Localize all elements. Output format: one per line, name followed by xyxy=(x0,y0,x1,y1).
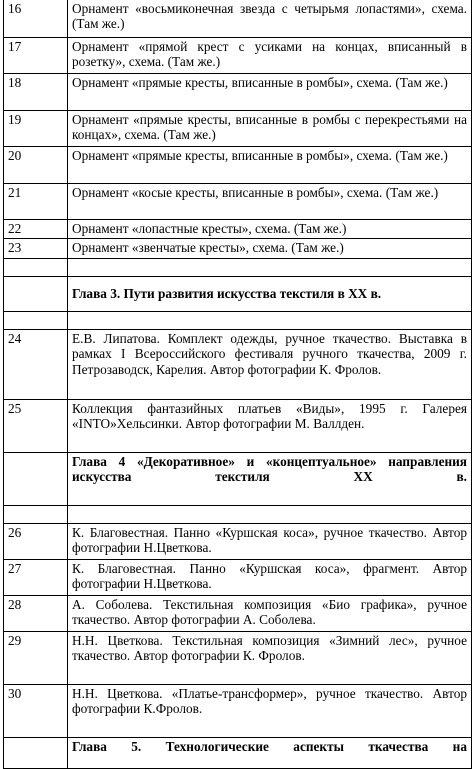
table-row xyxy=(4,184,472,220)
row-number: 29 xyxy=(4,631,68,684)
row-number: 19 xyxy=(4,111,68,147)
row-number: 30 xyxy=(4,684,68,737)
table-row xyxy=(4,0,472,38)
row-caption: Орнамент «прямые кресты, вписанные в ромбы», схема. (Там же.) xyxy=(68,147,472,184)
row-caption: Орнамент «прямые кресты, вписанные в ромбы с перекрестьями на концах», схема. (Там же.) xyxy=(68,111,472,147)
illustrations-table xyxy=(3,0,472,769)
row-caption: Орнамент «прямой крест с усиками на концах, вписанный в розетку», схема. (Там же.) xyxy=(68,38,472,74)
table-row xyxy=(4,631,472,684)
row-number xyxy=(4,505,68,523)
chapter-heading: Глава 4 «Декоративное» и «концептуальное» направления искусства текстиля XX в. xyxy=(68,452,472,505)
blank-row xyxy=(4,311,472,329)
row-number: 16 xyxy=(4,0,68,38)
table-row xyxy=(4,38,472,74)
row-caption: Н.Н. Цветкова. «Платье-трансформер», ручное ткачество. Автор фотографии К.Фролов. xyxy=(68,684,472,737)
row-caption: Коллекция фантазийных платьев «Виды», 1995 г. Галерея «INTO»Хельсинки. Автор фотографии М. Валлден. xyxy=(68,399,472,452)
chapter-heading: Глава 5. Технологические аспекты ткачества на xyxy=(68,737,472,768)
table-row xyxy=(4,684,472,737)
row-caption: Н.Н. Цветкова. Текстильная композиция «Зимний лес», ручное ткачество. Автор фотографии К. Фролов. xyxy=(68,631,472,684)
row-caption: А. Соболева. Текстильная композиция «Био графика», ручное ткачество. Автор фотографии А. Соболева. xyxy=(68,595,472,631)
row-number: 26 xyxy=(4,523,68,559)
table-row xyxy=(4,220,472,239)
row-number: 27 xyxy=(4,559,68,595)
row-number: 23 xyxy=(4,239,68,258)
blank-row xyxy=(4,505,472,523)
table-row xyxy=(4,329,472,399)
table-row xyxy=(4,239,472,258)
row-caption: К. Благовестная. Панно «Куршская коса», ручное ткачество. Автор фотографии Н.Цветкова. xyxy=(68,523,472,559)
row-caption: Орнамент «косые кресты, вписанные в ромбы», схема. (Там же.) xyxy=(68,184,472,220)
table-row xyxy=(4,74,472,111)
row-number xyxy=(4,258,68,276)
row-number: 24 xyxy=(4,329,68,399)
row-number: 22 xyxy=(4,220,68,239)
row-number: 17 xyxy=(4,38,68,74)
chapter-heading: Глава 3. Пути развития искусства текстиля в XX в. xyxy=(68,276,472,311)
table-row xyxy=(4,111,472,147)
row-number: 18 xyxy=(4,74,68,111)
table-row xyxy=(4,399,472,452)
row-number: 25 xyxy=(4,399,68,452)
row-caption: Е.В. Липатова. Комплект одежды, ручное ткачество. Выставка в рамках I Всероссийского фестиваля ручного ткачества, 2009 г. Петрозаводск, Карелия. Автор фотографии К. Фролов. xyxy=(68,329,472,399)
row-number xyxy=(4,276,68,311)
blank-cell xyxy=(68,258,472,276)
row-number: 21 xyxy=(4,184,68,220)
row-caption: Орнамент «прямые кресты, вписанные в ромбы», схема. (Там же.) xyxy=(68,74,472,111)
row-number xyxy=(4,737,68,768)
blank-cell xyxy=(68,505,472,523)
row-caption: Орнамент «восьмиконечная звезда с четырьмя лопастями», схема. (Там же.) xyxy=(68,0,472,38)
row-number: 28 xyxy=(4,595,68,631)
chapter-row xyxy=(4,737,472,768)
table-row xyxy=(4,147,472,184)
chapter-row xyxy=(4,276,472,311)
row-caption: К. Благовестная. Панно «Куршская коса», фрагмент. Автор фотографии Н.Цветкова. xyxy=(68,559,472,595)
table-row xyxy=(4,523,472,559)
row-number xyxy=(4,311,68,329)
row-number: 20 xyxy=(4,147,68,184)
row-caption: Орнамент «лопастные кресты», схема. (Там же.) xyxy=(68,220,472,239)
blank-row xyxy=(4,258,472,276)
blank-cell xyxy=(68,311,472,329)
table-row xyxy=(4,595,472,631)
table-row xyxy=(4,559,472,595)
chapter-row xyxy=(4,452,472,505)
row-number xyxy=(4,452,68,505)
row-caption: Орнамент «звенчатые кресты», схема. (Там же.) xyxy=(68,239,472,258)
